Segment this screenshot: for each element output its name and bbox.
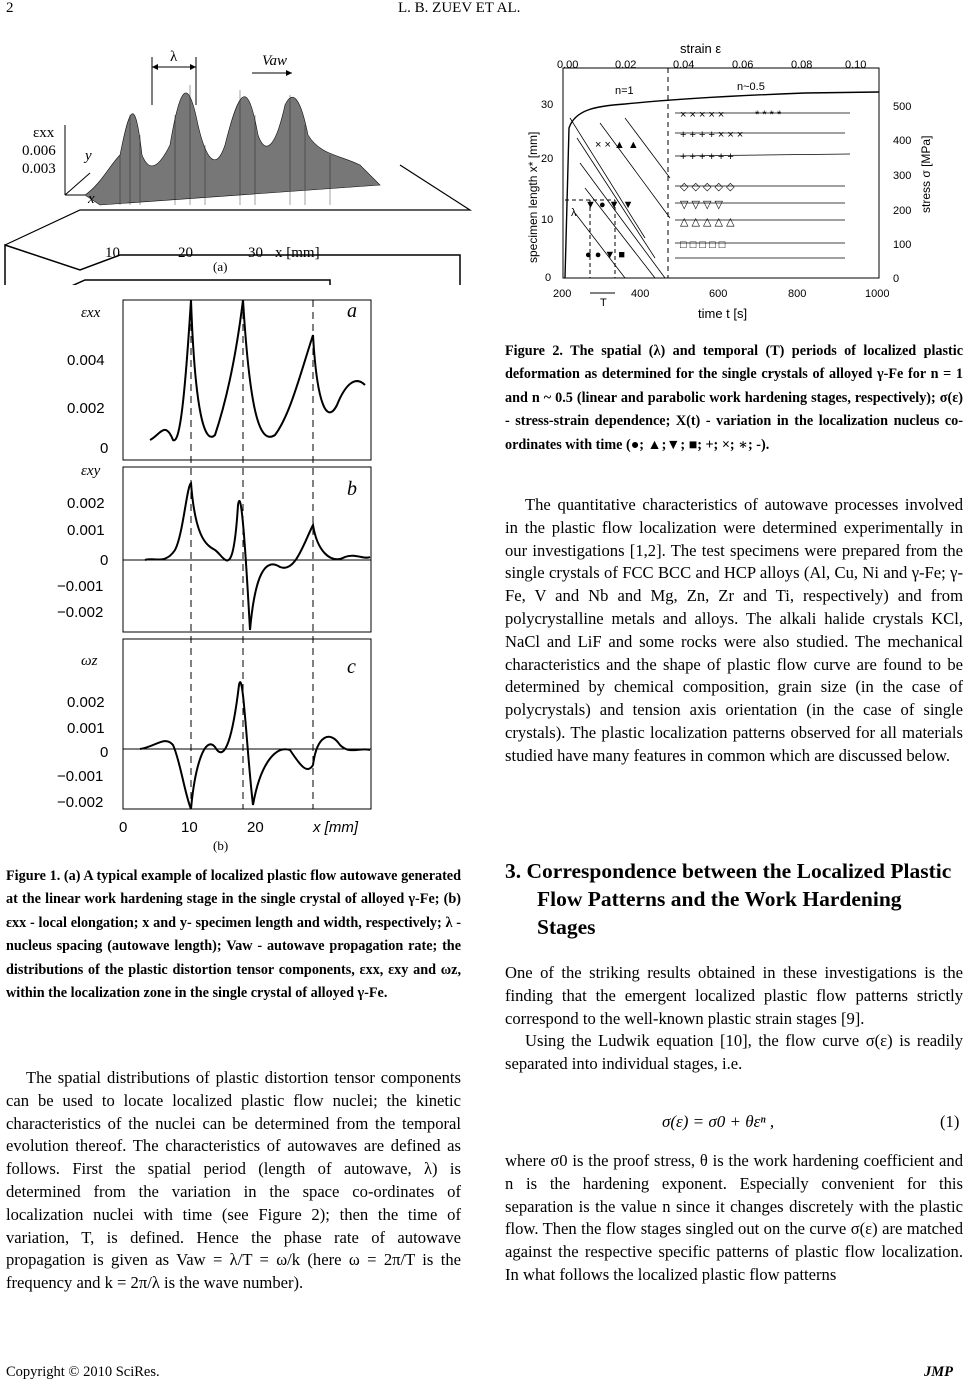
svg-text:× × × × ×: × × × × × — [680, 109, 725, 121]
fig2-right-tick: 500 — [893, 101, 912, 113]
fig2-time-tick: 600 — [709, 288, 728, 300]
running-title: L. B. ZUEV ET AL. — [398, 0, 521, 16]
fig2-time-label: time t [s] — [698, 306, 748, 321]
fig2-lambda: λ — [571, 207, 577, 219]
fig2-left-tick: 20 — [541, 153, 554, 165]
fig1b-c-tick: 0.001 — [67, 720, 105, 737]
fig1a-tick-0003: 0.003 — [22, 161, 56, 177]
fig2-time-tick: 800 — [788, 288, 807, 300]
fig2-strain-tick: 0.08 — [791, 59, 813, 71]
fig1a-xtick-10: 10 — [105, 245, 120, 261]
fig1a-tick-0006: 0.006 — [22, 143, 56, 159]
fig1b-a-ylabel: εxx — [81, 305, 101, 321]
fig2-strain-tick: 0.00 — [557, 59, 579, 71]
fig1b-a-tick: 0.004 — [67, 352, 105, 369]
fig1b-x-tick: 10 — [181, 819, 198, 836]
fig1b-a-tick: 0.002 — [67, 400, 105, 417]
svg-text:× × ▲ ▲: × × ▲ ▲ — [595, 139, 639, 151]
paragraph: The quantitative characteristics of autowave processes involved in the plastic flow localization were determined experimentally in our investigations [1,2]. The test specimens were prepared from the single crystals of FCC BCC and HCP alloys (Al, Cu, Ni and γ-Fe; γ-Fe, V and Nb and Mg, Zn, Zr and Ti, respectively) and from polycrystalline metals and alloys. The alkali halide crystals KCl, NaCl and LiF and some rocks were also studied. The mechanical characteristics and the shape of plastic flow curve are found to be determined by chemical composition, grain size (in the case of polycrystals) and tension axis orientation (in the case of single crystals). The plastic localization patterns observed for all materials studied have many features in common which are discussed below. — [505, 495, 963, 765]
figure1b-plots — [55, 295, 375, 840]
fig1a-sublabel: (a) — [213, 259, 228, 274]
svg-text:* * * *: * * * * — [755, 109, 782, 121]
fig1b-c-tick: 0.002 — [67, 694, 105, 711]
right-body-column-3 — [505, 1150, 963, 1287]
equation-number: (1) — [940, 1112, 960, 1131]
fig1b-xunit: x [mm] — [313, 819, 358, 836]
fig2-right-tick: 0 — [893, 273, 900, 285]
right-body-column — [505, 494, 963, 768]
svg-text:△ △ △ △ △: △ △ △ △ △ — [680, 216, 735, 228]
svg-text:▼ ● ▼ ▼: ▼ ● ▼ ▼ — [585, 199, 634, 211]
page-number: 2 — [6, 0, 14, 16]
fig1b-b-tick: −0.002 — [57, 604, 104, 621]
figure1a-surface-plot — [0, 45, 480, 285]
section-heading: 3. Correspondence between the Localized Plastic Flow Patterns and the Work Hardening Stages — [505, 859, 952, 939]
fig2-left-label: specimen length x* [mm] — [526, 131, 540, 263]
fig1b-sublabel: (b) — [213, 838, 229, 853]
fig1b-c-tick: −0.002 — [57, 794, 104, 811]
fig2-n1: n=1 — [615, 85, 634, 97]
fig1a-vaw: Vaw — [262, 53, 288, 69]
fig2-right-tick: 100 — [893, 239, 912, 251]
svg-text:▽ ▽ ▽ ▽: ▽ ▽ ▽ ▽ — [680, 199, 724, 211]
fig1a-xtick-20: 20 — [178, 245, 193, 261]
fig1a-lambda: λ — [170, 49, 178, 65]
fig1a-x-axis: x — [88, 191, 95, 207]
fig2-right-tick: 200 — [893, 205, 912, 217]
fig2-strain-tick: 0.04 — [673, 59, 695, 71]
fig2-time-tick: 200 — [553, 288, 572, 300]
fig2-left-tick: 0 — [545, 272, 552, 284]
fig1b-b-letter: b — [347, 478, 357, 500]
footer-copyright: Copyright © 2010 SciRes. — [6, 1364, 160, 1380]
fig1b-c-tick: −0.001 — [57, 768, 104, 785]
equation: σ(ε) = σ0 + θεⁿ , — [662, 1112, 775, 1131]
fig2-time-tick: 400 — [631, 288, 650, 300]
figure2-caption: Figure 2. The spatial (λ) and temporal (T) periods of localized plastic deformation as determined for the single crystals of alloyed γ-Fe for n = 1 and n ~ 0.5 (linear and parabolic work hardening stages, respectively); σ(ε) - stress-strain dependence; X(t) - variation in the localization nucleus co-ordinates with time (●; ▲;▼; ■; +; ×; ∗; -). — [505, 343, 963, 453]
fig1b-b-ylabel: εxy — [81, 463, 101, 479]
paragraph: where σ0 is the proof stress, θ is the work hardening coefficient and n is the hardening exponent. Especially convenient for this separation is the value n since it changes discretely with the plastic flow. Then the flow stages singled out on the curve σ(ε) are matched against the respective specific patterns of plastic flow localization. In what follows the localized plastic flow patterns — [505, 1151, 963, 1284]
fig2-strain-tick: 0.02 — [615, 59, 637, 71]
fig1a-epsilon-label: εxx — [33, 125, 55, 141]
fig2-strain-tick: 0.10 — [845, 59, 867, 71]
svg-text:◇ ◇ ◇ ◇ ◇: ◇ ◇ ◇ ◇ ◇ — [680, 181, 735, 193]
fig1b-b-tick: 0.002 — [67, 495, 105, 512]
fig1b-b-tick: 0 — [100, 552, 109, 569]
fig2-T: T — [600, 297, 607, 309]
fig2-right-tick: 300 — [893, 170, 912, 182]
svg-text:+ + + + × × ×: + + + + × × × — [680, 129, 744, 141]
footer-journal: JMP — [924, 1364, 953, 1380]
paragraph: One of the striking results obtained in these investigations is the finding that the emergent localized plastic flow patterns strictly correspond to the well-known plastic strain stages [9]. — [505, 963, 963, 1028]
fig1b-c-letter: c — [347, 656, 356, 678]
left-body-column — [6, 1067, 461, 1295]
paragraph: Using the Ludwik equation [10], the flow curve σ(ε) is readily separated into individual stages, i.e. — [505, 1031, 963, 1074]
fig1b-c-tick: 0 — [100, 744, 109, 761]
fig1a-xunit: x [mm] — [275, 245, 320, 261]
fig1b-a-tick: 0 — [100, 440, 109, 457]
svg-text:□ □ □ □ □: □ □ □ □ □ — [680, 239, 726, 251]
svg-text:● ● ▼ ■: ● ● ▼ ■ — [585, 249, 625, 261]
fig1a-y-axis: y — [85, 148, 92, 164]
fig2-strain-tick: 0.06 — [732, 59, 754, 71]
svg-text:+ + + + + +: + + + + + + — [680, 151, 734, 163]
figure1-caption: Figure 1. (a) A typical example of localized plastic flow autowave generated at the linear work hardening stage in the single crystal of alloyed γ-Fe; (b) εxx - local elongation; x and y- specimen length and width, respectively; λ - nucleus spacing (autowave length); Vaw - autowave propagation rate; the distributions of the plastic distortion tensor components, εxx, εxy and ωz, within the localization zone in the single crystal of alloyed γ-Fe. — [6, 868, 461, 1002]
fig1a-xtick-30: 30 — [248, 245, 263, 261]
fig1b-x-tick: 0 — [119, 819, 128, 836]
fig1b-a-letter: a — [347, 300, 357, 322]
paragraph: The spatial distributions of plastic distortion tensor components can be used to locate localized plastic flow nuclei; the kinetic characteristics of the nuclei can be determined from the temporal evolution thereof. The characteristics of autowaves are defined as follows. First the spatial period (length of autowave, λ) is determined from the variation in the space co-ordinates of localization nuclei with time (see Figure 2); then the time of variation, T, is defined. Hence the phase rate of autowave propagation is given as Vaw = λ/T = ω/k (here ω = 2π/T is the frequency and k = 2π/λ is the wave number). — [6, 1068, 461, 1293]
fig1b-b-tick: −0.001 — [57, 578, 104, 595]
fig1b-c-ylabel: ωz — [81, 653, 98, 669]
figure2-plot — [505, 38, 965, 328]
fig2-right-label: stress σ [MPa] — [919, 135, 933, 213]
fig2-right-tick: 400 — [893, 135, 912, 147]
fig2-n05: n~0.5 — [737, 81, 765, 93]
right-body-column-2 — [505, 962, 963, 1076]
fig2-left-tick: 10 — [541, 214, 554, 226]
fig2-strain-label: strain ε — [680, 41, 722, 56]
fig2-time-tick: 1000 — [865, 288, 890, 300]
fig1b-x-tick: 20 — [247, 819, 264, 836]
fig1b-b-tick: 0.001 — [67, 522, 105, 539]
fig2-left-tick: 30 — [541, 99, 554, 111]
